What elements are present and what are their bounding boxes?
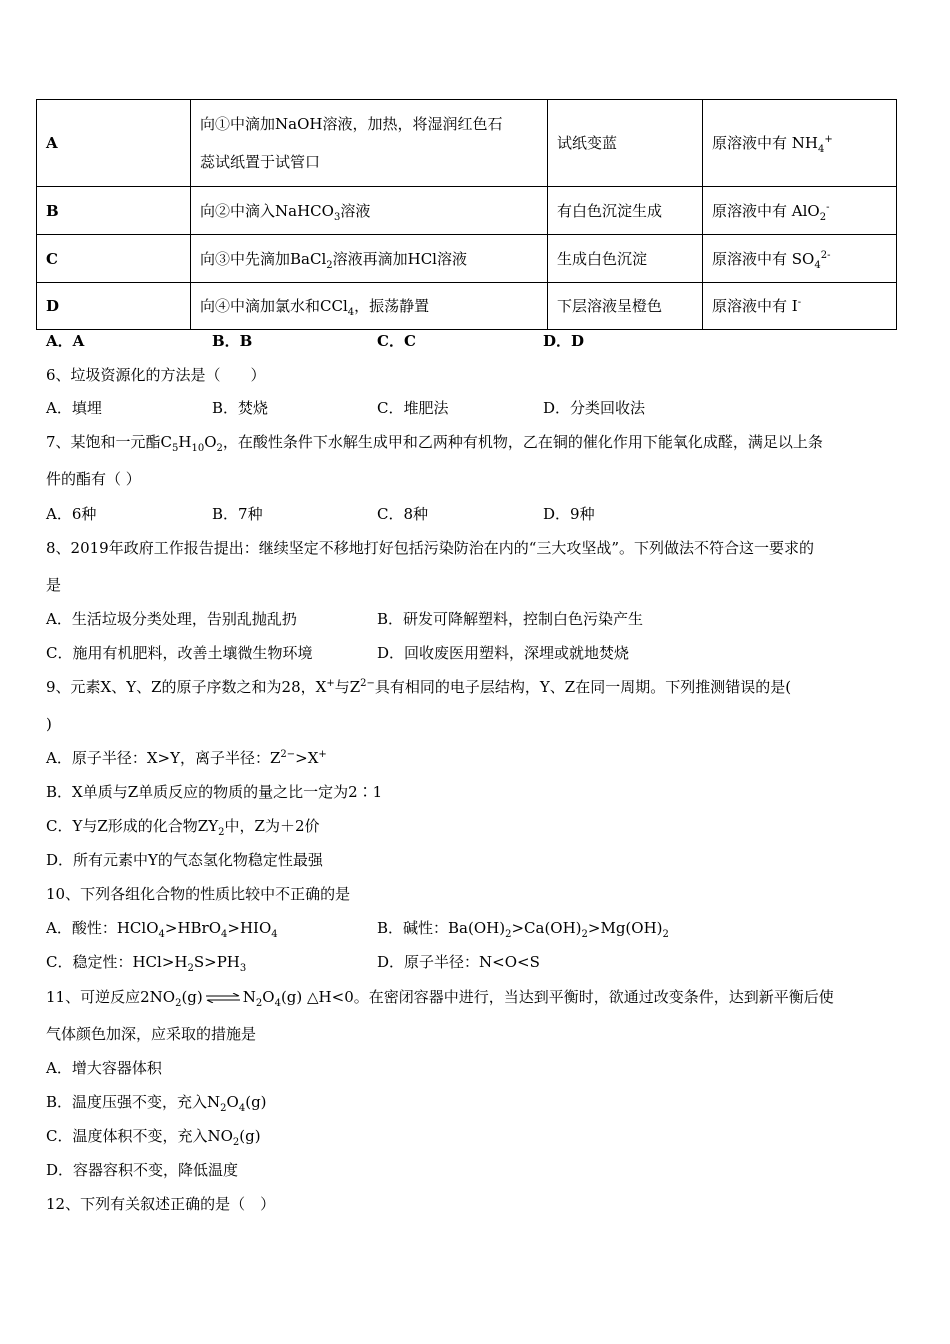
q8-option-c: C．施用有机肥料，改善土壤微生物环境	[46, 644, 313, 662]
conclusion-cell: 原溶液中有 $SO_4^{2-}$	[703, 235, 897, 283]
q10-option-d: D．原子半径：N<O<S	[377, 953, 540, 971]
table-row	[37, 187, 897, 235]
q9-stem-line2: )	[46, 715, 52, 733]
q12-stem: 12、下列有关叙述正确的是（ ）	[46, 1195, 276, 1213]
q5-option-a: A．A	[46, 332, 85, 350]
q11-option-a: A．增大容器体积	[46, 1059, 162, 1077]
q10-option-b: B．碱性：$Ba(OH)_2>Ca(OH)_2>Mg(OH)_2$	[377, 919, 669, 940]
q9-option-a: A．原子半径：X>Y，离子半径：$Z^{2-}>X^+$	[46, 749, 327, 767]
q7-stem-line1: 7、某饱和一元酯$C_5H_{10}O_2$，在酸性条件下水解生成甲和乙两种有机物，乙在铜的催化作用下能氧化成醛，满足以上条	[46, 433, 823, 454]
q9-option-c: C．Y与Z形成的化合物$ZY_2$中，Z为＋2价	[46, 817, 320, 838]
q5-option-c: C．C	[377, 332, 416, 350]
conclusion-cell: 原溶液中有 I-	[703, 283, 897, 330]
table-row	[37, 283, 897, 330]
table-row	[37, 235, 897, 283]
row-label: D	[37, 283, 191, 330]
q9-option-b: B．X单质与Z单质反应的物质的量之比一定为2∶1	[46, 783, 383, 801]
row-label: B	[37, 187, 191, 235]
q11-option-b: B．温度压强不变，充入$N_2O_4(g)$	[46, 1093, 267, 1114]
q5-option-b: B．B	[212, 332, 253, 350]
conclusion-cell: 原溶液中有 $NH_4^+$	[703, 100, 897, 187]
experiment-table	[36, 99, 897, 330]
q6-stem: 6、垃圾资源化的方法是（ ）	[46, 366, 266, 384]
procedure-cell: 向③中先滴加BaCl$_2$溶液再滴加HCl溶液	[191, 235, 548, 283]
q7-option-b: B．7种	[212, 505, 263, 523]
q7-option-a: A．6种	[46, 505, 97, 523]
q6-option-c: C．堆肥法	[377, 399, 449, 417]
procedure-cell: 向④中滴加氯水和CCl$_4$，振荡静置	[191, 283, 548, 330]
q6-option-a: A．填埋	[46, 399, 102, 417]
q9-stem-line1: 9、元素X、Y、Z的原子序数之和为28，X+与$Z^{2-}$具有相同的电子层结构，Y、Z在同一周期。下列推测错误的是(	[46, 678, 792, 696]
q11-option-d: D．容器容积不变，降低温度	[46, 1161, 239, 1179]
row-label: C	[37, 235, 191, 283]
procedure-cell: 向①中滴加NaOH溶液，加热，将湿润红色石 蕊试纸置于试管口	[191, 100, 548, 187]
q10-option-a: A．酸性：$HClO_4>HBrO_4>HIO_4$	[46, 919, 278, 940]
q10-option-c: C．稳定性：$HCl>H_2S>PH_3$	[46, 953, 247, 974]
row-label: A	[37, 100, 191, 187]
q5-option-d: D．D	[543, 332, 585, 350]
equilibrium-arrow-icon	[205, 993, 241, 1003]
phenomenon-cell: 试纸变蓝	[548, 100, 703, 187]
table-row	[37, 100, 897, 187]
q9-option-d: D．所有元素中Y的气态氢化物稳定性最强	[46, 851, 323, 869]
q6-option-b: B．焚烧	[212, 399, 269, 417]
phenomenon-cell: 生成白色沉淀	[548, 235, 703, 283]
procedure-cell: 向②中滴入NaHCO$_3$溶液	[191, 187, 548, 235]
q8-option-b: B．研发可降解塑料，控制白色污染产生	[377, 610, 644, 628]
q8-option-a: A．生活垃圾分类处理，告别乱抛乱扔	[46, 610, 297, 628]
conclusion-cell: 原溶液中有 AlO$_2$-	[703, 187, 897, 235]
q8-option-d: D．回收废医用塑料，深埋或就地焚烧	[377, 644, 630, 662]
phenomenon-cell: 有白色沉淀生成	[548, 187, 703, 235]
q7-stem-line2: 件的酯有（ ）	[46, 470, 141, 488]
q11-option-c: C．温度体积不变，充入$NO_2(g)$	[46, 1127, 261, 1148]
q11-stem-line2: 气体颜色加深，应采取的措施是	[46, 1025, 257, 1043]
q7-option-c: C．8种	[377, 505, 429, 523]
q8-stem-line2: 是	[46, 576, 62, 594]
q11-stem-line1: 11、可逆反应$2NO_2(g)$ $N_2O_4(g)$ △H<0。在密闭容器中进行，当达到平衡时，欲通过改变条件，达到新平衡后使	[46, 988, 834, 1009]
q8-stem-line1: 8、2019年政府工作报告提出：继续坚定不移地打好包括污染防治在内的“三大攻坚战”。下列做法不符合这一要求的	[46, 539, 815, 557]
phenomenon-cell: 下层溶液呈橙色	[548, 283, 703, 330]
q10-stem: 10、下列各组化合物的性质比较中不正确的是	[46, 885, 351, 903]
q7-option-d: D．9种	[543, 505, 595, 523]
q6-option-d: D．分类回收法	[543, 399, 646, 417]
